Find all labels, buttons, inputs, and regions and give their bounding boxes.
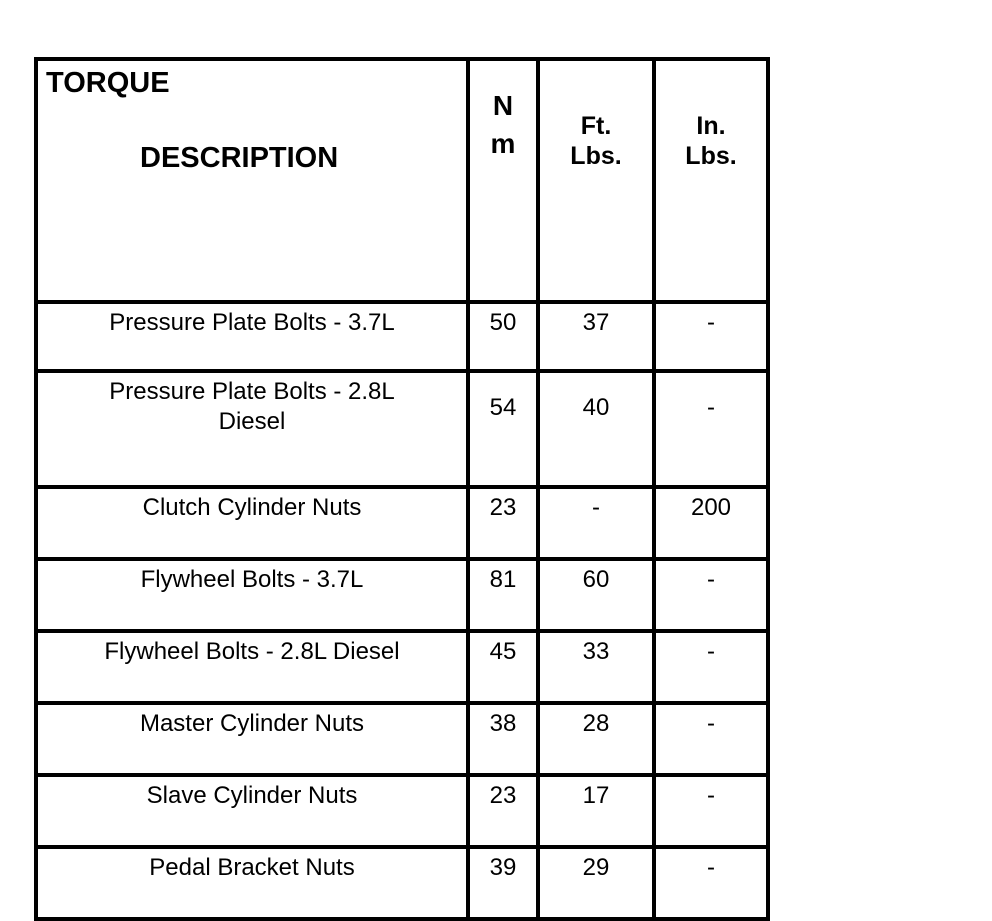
row-description: Flywheel Bolts - 2.8L Diesel <box>36 631 468 703</box>
header-in-line2: Lbs. <box>685 142 737 170</box>
header-torque-description <box>36 59 468 302</box>
row-ft-lbs: 37 <box>538 302 654 371</box>
row-nm: 81 <box>468 559 538 631</box>
row-in-lbs: - <box>654 559 768 631</box>
row-in-lbs: 200 <box>654 487 768 559</box>
row-in-lbs: - <box>654 703 768 775</box>
header-ft-line2: Lbs. <box>570 142 622 170</box>
table-row <box>36 302 768 371</box>
row-ft-lbs: 17 <box>538 775 654 847</box>
row-description-line2: Diesel <box>218 408 286 435</box>
row-description-line1: Pressure Plate Bolts - 2.8L <box>109 378 395 405</box>
table-header-row <box>36 59 768 302</box>
row-description: Slave Cylinder Nuts <box>36 775 468 847</box>
table-row <box>36 631 768 703</box>
row-nm: 23 <box>468 775 538 847</box>
row-ft-lbs: - <box>538 487 654 559</box>
row-nm: 38 <box>468 703 538 775</box>
row-nm: 54 <box>468 371 538 487</box>
table-row <box>36 775 768 847</box>
row-description: Flywheel Bolts - 3.7L <box>36 559 468 631</box>
header-in-line1: In. <box>696 112 726 140</box>
header-torque-label: TORQUE <box>46 67 170 99</box>
header-nm-line1: N <box>492 90 514 121</box>
table-row <box>36 559 768 631</box>
row-in-lbs: - <box>654 847 768 919</box>
row-nm: 45 <box>468 631 538 703</box>
table-row <box>36 703 768 775</box>
header-nm <box>468 59 538 302</box>
row-description <box>36 371 468 487</box>
header-in-lbs <box>654 59 768 302</box>
row-ft-lbs: 33 <box>538 631 654 703</box>
row-nm: 39 <box>468 847 538 919</box>
row-ft-lbs: 40 <box>538 371 654 487</box>
row-ft-lbs: 28 <box>538 703 654 775</box>
header-ft-lbs <box>538 59 654 302</box>
table-row <box>36 487 768 559</box>
row-nm: 23 <box>468 487 538 559</box>
table-row <box>36 371 768 487</box>
header-ft-line1: Ft. <box>580 112 612 140</box>
row-in-lbs: - <box>654 371 768 487</box>
row-in-lbs: - <box>654 631 768 703</box>
row-ft-lbs: 60 <box>538 559 654 631</box>
row-nm: 50 <box>468 302 538 371</box>
header-description-label: DESCRIPTION <box>140 142 339 174</box>
row-ft-lbs: 29 <box>538 847 654 919</box>
row-description: Pressure Plate Bolts - 3.7L <box>36 302 468 371</box>
table-row <box>36 847 768 919</box>
row-in-lbs: - <box>654 302 768 371</box>
row-description: Master Cylinder Nuts <box>36 703 468 775</box>
row-description: Clutch Cylinder Nuts <box>36 487 468 559</box>
row-in-lbs: - <box>654 775 768 847</box>
torque-specifications-table <box>34 57 770 921</box>
header-nm-line2: m <box>490 128 516 159</box>
row-description: Pedal Bracket Nuts <box>36 847 468 919</box>
